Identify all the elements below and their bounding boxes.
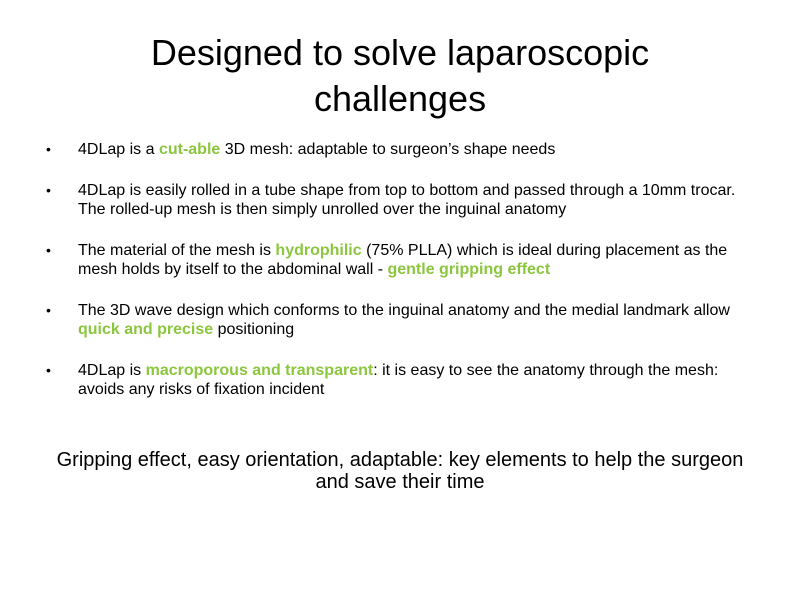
bullet-text: 3D mesh: adaptable to surgeon’s shape needs: [220, 141, 556, 158]
bullet-marker: •: [46, 242, 51, 258]
bullet-list: [40, 140, 760, 421]
highlighted-text: gentle gripping effect: [387, 261, 551, 278]
bullet-marker: •: [46, 302, 51, 318]
bullet-hydrophilic: [40, 241, 760, 279]
highlighted-text: cut-able: [158, 141, 221, 158]
bullet-macroporous: [40, 361, 760, 399]
bullet-text: : it is easy to see the anatomy through the mesh: avoids any risks of fixation incident: [78, 362, 719, 398]
bullet-rolled-tube: [40, 181, 760, 219]
bullet-text: 4DLap is: [78, 362, 146, 379]
bullet-marker: •: [46, 141, 51, 157]
bullet-text: The material of the mesh is: [78, 242, 276, 259]
slide-footer: Gripping effect, easy orientation, adaptable: key elements to help the surgeon and save their time: [56, 449, 744, 493]
highlighted-text: hydrophilic: [275, 242, 362, 259]
bullet-marker: •: [46, 182, 51, 198]
highlighted-text: quick and precise: [78, 321, 214, 338]
bullet-text: 4DLap is a: [78, 141, 159, 158]
bullet-text: positioning: [213, 321, 295, 338]
bullet-text: The 3D wave design which conforms to the inguinal anatomy and the medial landmark allow: [78, 302, 730, 319]
bullet-cut-able: [40, 140, 760, 159]
bullet-text: (75% PLLA) which is ideal during placement as the mesh holds by itself to the abdominal wall -: [78, 242, 728, 278]
bullet-text: 4DLap is easily rolled in a tube shape from top to bottom and passed through a 10mm trocar. The rolled-up mesh is then simply unrolled over the inguinal anatomy: [78, 182, 736, 218]
bullet-3d-wave: [40, 301, 760, 339]
slide-title: Designed to solve laparoscopic challenges: [150, 32, 650, 119]
bullet-marker: •: [46, 362, 51, 378]
highlighted-text: macroporous and transparent: [145, 362, 374, 379]
